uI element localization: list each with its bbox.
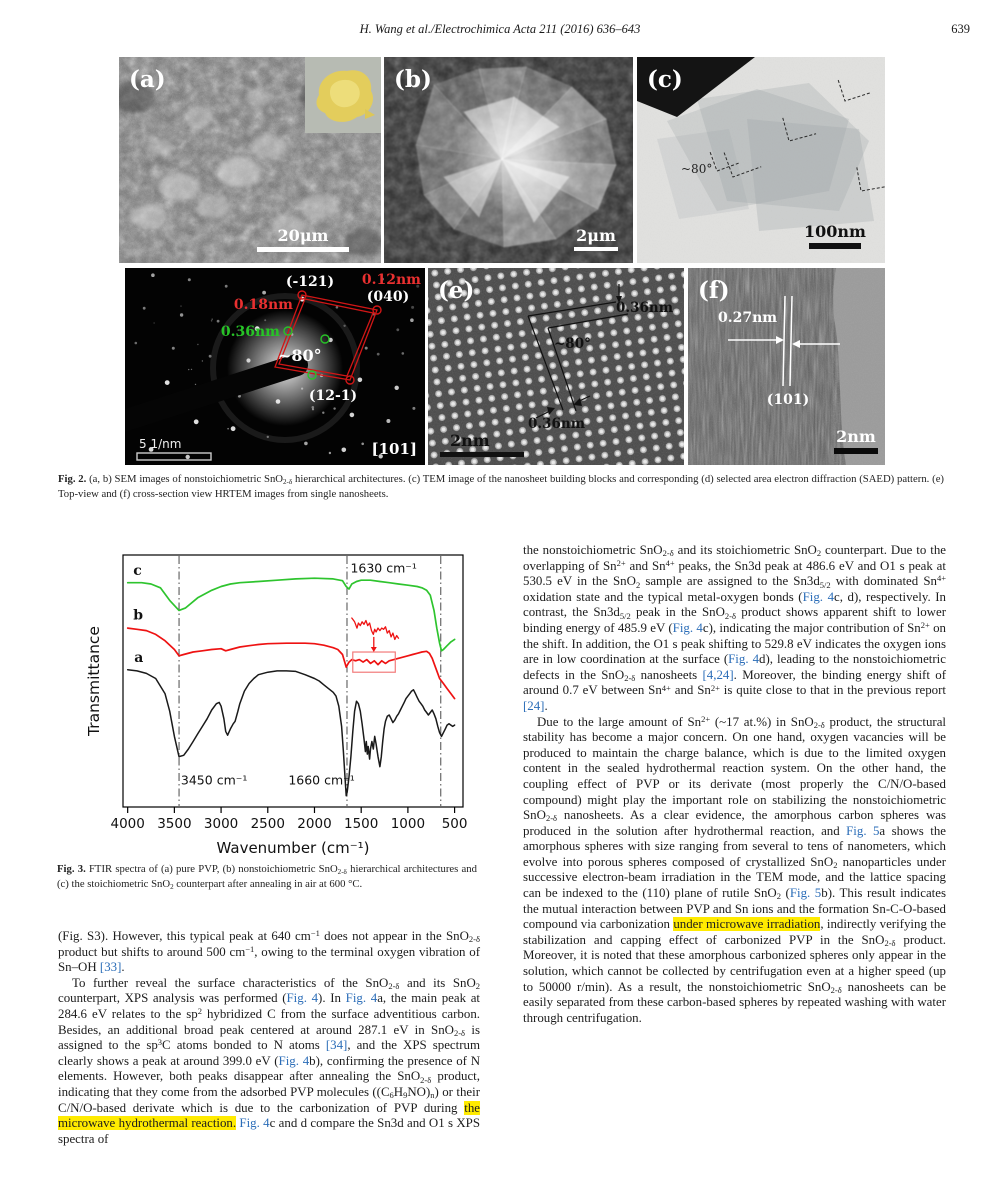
text-segment: 5/2 [619,610,631,621]
text-segment: 4+ [661,682,671,693]
text-segment: To further reveal the surface characteristics of the SnO [72,975,389,990]
d-spacing-018: 0.18nm [233,297,293,313]
figure-3-caption [57,862,477,891]
panel-a-scale-bar [257,247,349,252]
text-segment: c, d), respectively. In contrast, the Sn3d [523,589,946,620]
text-segment: 2-δ [545,813,558,824]
x-tick-label: 3500 [157,816,192,832]
panel-f-d-spacing: 0.27nm [718,310,778,326]
text-segment: product, the structural stability has become a major concern. On one hand, oxygen vacancies will be produced to maintain the charge balance, which is due to the limited oxygen content in the sealed hydrothermal reaction system. On the other hand, the coupling effect of PVP or its derivate (most properly the C/N/O-based compound) might play the important role on stabilizing the nonstoichiometric SnO [523,714,946,823]
text-segment: 2-δ [662,548,674,559]
text-segment: 2-δ [813,719,825,730]
text-segment: Fig. 3. [57,863,86,875]
citation-link[interactable]: [24] [523,698,545,713]
text-segment: (Fig. S3). However, this typical peak at 640 cm [58,929,311,943]
text-segment: on the shift. In addition, the O1 s peak shifting to 529.8 eV indicates the oxygen ions are in low coordination at the surface ( [523,620,946,667]
text-segment: 2-δ [884,938,896,949]
text-segment: n [430,1090,435,1101]
text-segment: 2+ [710,682,720,693]
text-segment: Fig. 2. [58,473,87,485]
text-segment: sample are assigned to the Sn3d [640,574,820,589]
text-segment: C atoms bonded to N atoms [162,1038,326,1053]
text-segment: is assigned to the sp [58,1022,480,1053]
text-segment: 6 [389,1090,394,1101]
text-segment: (a, b) SEM images of nonstoichiometric SnO [86,473,284,485]
text-segment: 2-δ [420,1074,432,1085]
text-segment: 2-δ [388,981,400,992]
text-segment: counterpart, XPS analysis was performed ( [58,991,287,1006]
panel-b-scale-label: 2μm [576,226,616,245]
panel-d-angle-label: ~80° [278,346,322,365]
citation-link[interactable]: [34] [325,1038,348,1053]
right-column-paragraph-1 [523,543,946,715]
panel-b-label: (b) [394,66,432,93]
highlighted-text: the microwave hydrothermal reaction. [58,1100,480,1131]
panel-a-label: (a) [129,66,166,93]
curve-letter-label: a [134,650,144,667]
fig2-panel-b-sem-image [384,57,633,263]
text-segment: does not appear in the SnO [319,929,469,943]
text-segment: c and d compare the Sn3d and O1 s XPS spectra of [58,1116,480,1146]
text-segment: NO) [407,1084,431,1099]
fig2-panel-c-tem-image [637,57,885,263]
text-segment: counterpart after annealing in air at 600 °C. [173,877,363,890]
citation-link[interactable]: Fig. 5 [789,886,822,901]
text-segment: and its stoichiometric SnO [673,543,817,557]
x-tick-label: 2000 [297,816,332,832]
text-segment: with dominated Sn [830,574,937,589]
x-tick-label: 4000 [110,816,145,832]
citation-link[interactable]: Fig. 4 [728,652,760,667]
panel-a-scale-label: 20μm [277,226,329,245]
text-segment: ) or their C/N/O-based derivate which is due to the carbonization of PVP during [58,1084,480,1115]
citation-link[interactable]: Fig. 5 [846,823,880,838]
text-segment: ). In [318,991,346,1006]
text-segment: nanosheets. As a clear evidence, the amorphous carbon spheres was produced in the solution after hydrothermal reaction, and [523,808,946,838]
text-segment: peaks, the Sn3d peak at 486.6 eV and O1 s peak at 530.5 eV in the SnO [523,558,946,589]
panel-c-angle-label: ~80° [681,162,713,176]
text-segment: 2 [816,548,822,559]
text-segment: product shows apparent shift to lower binding energy of 485.9 eV ( [523,605,946,635]
text-segment: nanosheets can be easily separated from these carbon-based spheres by repeated washing with water through centrifugation. [523,979,946,1025]
text-segment: counterpart. Due to the overlapping of Sn [523,543,946,573]
text-segment: 2-δ [724,610,736,621]
fig2-panel-d-saed-pattern [125,268,425,465]
text-segment: −1 [245,943,255,954]
text-segment: the nonstoichiometric SnO [523,543,663,557]
left-column-paragraph-2 [58,976,480,1148]
text-segment: hierarchical architectures and (c) the stoichiometric SnO [57,863,477,890]
text-segment: oxidation state and the typical metal-oxygen bonds ( [523,589,803,604]
spot-label-m121: (-121) [285,274,335,290]
text-segment: . [544,698,548,713]
citation-link[interactable]: Fig. 4 [286,991,319,1006]
peak-annotation: 1630 cm⁻¹ [350,560,417,576]
figure-3 [57,547,477,859]
text-segment: product, indicating that they come from the adsorbed PVP molecules ((C [58,1069,480,1099]
spot-label-040: (040) [366,289,410,305]
x-tick-label: 2500 [250,816,285,832]
highlighted-text: under microwave irradiation [673,917,821,932]
text-segment: −1 [310,928,320,939]
text-segment: 2 [475,981,481,992]
text-segment: nanosheets [635,667,703,682]
text-segment: ( [781,886,790,901]
text-segment: 9 [403,1090,408,1101]
text-segment: 2 [833,860,838,871]
x-tick-label: 500 [441,816,468,832]
panel-e-d-top: 0.36nm [616,300,673,316]
plot-frame [123,555,463,807]
panel-f-scale-label: 2nm [836,427,876,446]
peak-annotation: 3450 cm⁻¹ [180,772,248,788]
d-spacing-036: 0.36nm [220,324,280,340]
text-segment: 2 [197,1006,202,1017]
panel-e-label: (e) [438,277,475,304]
text-segment: 2-δ [337,867,347,876]
text-segment: 4+ [936,573,946,584]
panel-e-scale-bar [440,452,524,457]
page-number: 639 [951,22,970,36]
citation-link[interactable]: Fig. 4 [278,1053,310,1068]
text-segment: 2+ [920,620,930,631]
x-axis-title: Wavenumber (cm⁻¹) [216,839,370,857]
text-segment: 2-δ [830,985,842,995]
fig2-panel-e-hrtem-image [428,268,684,465]
text-segment: . Moreover, the binding energy shift of around 0.7 eV between Sn [523,667,946,698]
panel-f-plane-label: (101) [766,392,810,408]
text-segment: Due to the large amount of Sn [537,714,702,729]
fig2-panel-f-hrtem-image [688,268,885,465]
text-segment: b). This result indicates the mutual interaction between PVP and Sn ions and the formation Sn-C-O-based compound via carbonization [523,886,946,932]
text-segment: . [121,960,125,975]
text-segment: (~17 at.%) in SnO [710,714,814,729]
text-segment: and its SnO [399,975,476,990]
citation-link[interactable]: Fig. 4 [345,991,378,1006]
text-segment: nanoparticles under successive electron-beam irradiation in the TEM mode, and the lattice spacing can be indexed to the (110) plane of rutile SnO [523,854,946,901]
text-segment: 3 [157,1037,163,1048]
fig3-ftir-chart [57,547,477,859]
x-tick-label: 3000 [203,816,239,832]
text-segment: b), confirming the presence of N elements. However, both peaks disappear after annealing the SnO [58,1053,481,1084]
panel-e-scale-label: 2nm [450,431,490,450]
zone-axis-label: [101] [371,440,417,458]
text-segment: 2-δ [283,477,293,486]
text-segment: a, the main peak at 284.6 eV relates to the sp [58,991,481,1021]
spot-label-12m1: (12-1) [308,388,358,404]
panel-e-d-bottom: 0.36nm [528,416,585,432]
left-column [58,929,480,1147]
text-segment: a shows the amorphous spheres with size ranging from several to tens of nanometers, which evolve into porous spheres composed of crystallized SnO [523,823,946,869]
text-segment: H [393,1084,404,1099]
text-segment: d), leading to the nonstoichiometric defects in the SnO [523,652,946,682]
text-segment: c), indicating the major contribution of Sn [702,620,921,635]
curve-letter-label: c [133,563,142,580]
text-segment: 2 [170,882,174,891]
text-segment: 2 [776,891,781,902]
right-column [523,543,946,1026]
figure-2 [119,57,885,465]
text-segment: , and the XPS spectrum clearly shows a peak at around 399.0 eV ( [58,1038,480,1068]
citation-link[interactable]: Fig. 4 [239,1116,270,1131]
text-segment: and Sn [670,683,711,698]
x-tick-label: 1000 [390,816,426,832]
panel-c-label: (c) [647,66,683,93]
d-spacing-012: 0.12nm [361,272,421,288]
panel-c-scale-bar [809,243,861,249]
text-segment: 4+ [665,557,675,568]
panel-e-angle: ~80° [554,336,591,352]
text-segment: peak in the SnO [630,605,725,620]
panel-d-scale-label: 5 1/nm [139,437,182,451]
text-segment: 2+ [616,557,626,568]
panel-b-scale-bar [574,247,618,251]
fig2-panel-a-sem-image [119,57,381,263]
x-tick-label: 1500 [344,816,379,832]
text-segment: 2-δ [453,1027,466,1038]
text-segment: hybridized C from the surface adventitious carbon. Besides, an additional broad peak centered at around 287.1 eV in SnO [58,1006,480,1037]
panel-f-scale-bar [834,448,878,454]
figure-2-caption [58,472,944,501]
text-segment: , owing to the terminal oxygen vibration of Sn–OH [58,944,480,975]
text-segment: 2-δ [624,673,636,684]
text-segment: and Sn [625,558,666,573]
yellow-powder-inset [305,57,381,133]
citation-link[interactable]: [33] [99,960,122,975]
curve-letter-label: b [133,607,144,624]
panel-f-label: (f) [698,277,730,304]
text-segment: 2 [635,579,641,590]
text-segment: product. Moreover, it is noted that these amorphous carbonized spheres only appear in the solution, which cannot be collected by centrifugation even at a higher speed (up to 50000 r/min). As a result, the nonstoichiometric SnO [523,932,946,994]
text-segment: 2-δ [468,934,481,945]
text-segment: is quite close to that in the previous report [719,683,946,698]
text-segment: 2+ [701,713,711,724]
text-segment: product but shifts to around 500 cm [58,944,246,959]
citation-link[interactable]: Fig. 4 [672,620,703,635]
right-column-paragraph-2 [523,715,946,1027]
peak-annotation: 1660 cm⁻¹ [288,772,355,788]
left-column-paragraph-1 [58,929,480,976]
citation-link[interactable]: [4,24] [702,667,734,682]
text-segment: FTIR spectra of (a) pure PVP, (b) nonstoichiometric SnO [85,863,338,875]
panel-c-scale-label: 100nm [804,222,866,241]
y-axis-title: Transmittance [85,626,103,736]
text-segment: , indirectly verifying the stabilization and capping effect of carbonized PVP in the SnO [523,917,946,947]
text-segment: hierarchical architectures. (c) TEM image of the nanosheet building blocks and corresponding (d) selected area electron diffraction (SAED) pattern. (e) Top-view and (f) cross-section view HRTEM images from single nanosheets. [58,473,944,500]
citation-link[interactable]: Fig. 4 [802,589,835,604]
running-title: H. Wang et al./Electrochimica Acta 211 (2016) 636–643 [359,22,641,36]
text-segment: 5/2 [819,579,831,590]
